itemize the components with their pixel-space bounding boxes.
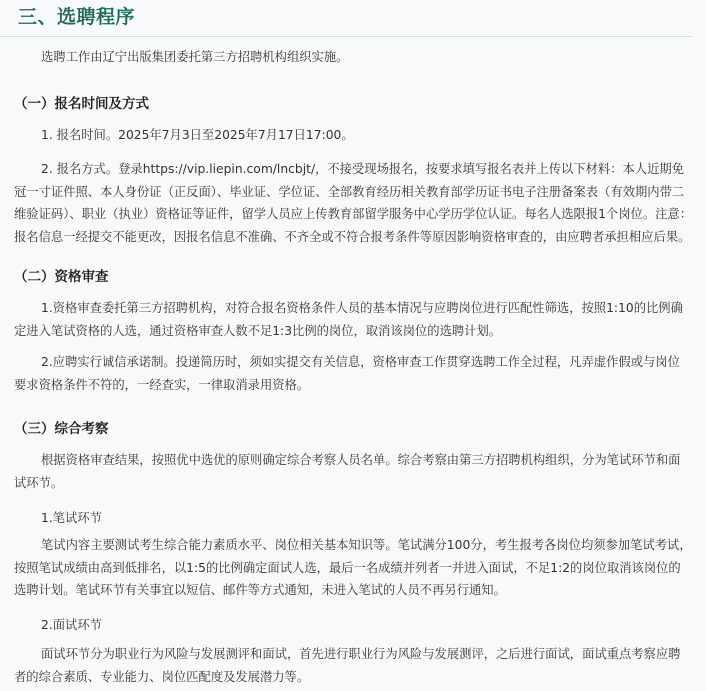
registration-method-paragraph: 2. 报名方式。登录https://vip.liepin.com/lncbjt/，不接受现场报名，按要求填写报名表并上传以下材料：本人近期免冠一寸证件照、本人身份证（正反面）、毕业证、学位证、全部教育经历相关教育部学历证书电子注册备案表（有效期内带二维验证码）、职业（执业）资格证等证件，留学人员应上传教育部留学服务中心学历学位认证。每名人选限报1个岗位。注意：报名信息一经提交不能更改，因报名信息不准确、不齐全或不符合报考条件等原因影响资格审查的，由应聘者承担相应后果。 xyxy=(14,162,693,244)
subheading-qualification-review: （二）资格审查 xyxy=(14,269,109,285)
interview-paragraph: 面试环节分为职业行为风险与发展测评和面试，首先进行职业行为风险与发展测评，之后进行面试，面试重点考察应聘者的综合素质、专业能力、岗位匹配度及发展潜力等。 xyxy=(14,647,681,684)
registration-time-paragraph: 1. 报名时间。2025年7月3日至2025年7月17日17:00。 xyxy=(41,128,354,142)
interview-heading: 2.面试环节 xyxy=(41,618,102,632)
written-exam-paragraph: 笔试内容主要测试考生综合能力素质水平、岗位相关基本知识等。笔试满分100分，考生报考各岗位均须参加笔试考试，按照笔试成绩由高到低排名，以1:5的比例确定面试人选，最后一名成绩并列者一并进入面试，不足1:2的岗位取消该岗位的选聘计划。笔试环节有关事宜以短信、邮件等方式通知，未进入笔试的人员不再另行通知。 xyxy=(14,538,692,597)
subheading-registration: （一）报名时间及方式 xyxy=(14,96,149,112)
assessment-paragraph: 根据资格审查结果，按照优中选优的原则确定综合考察人员名单。综合考察由第三方招聘机构组织，分为笔试环节和面试环节。 xyxy=(14,453,681,490)
qualification-review-paragraph-2: 2.应聘实行诚信承诺制。投递简历时，须如实提交有关信息，资格审查工作贯穿选聘工作全过程，凡弄虚作假或与岗位要求资格条件不符的，一经查实，一律取消录用资格。 xyxy=(14,355,680,392)
written-exam-heading: 1.笔试环节 xyxy=(41,511,102,525)
section-header xyxy=(0,0,692,37)
subheading-comprehensive-assessment: （三）综合考察 xyxy=(14,421,109,437)
qualification-review-paragraph-1: 1.资格审查委托第三方招聘机构，对符合报名资格条件人员的基本情况与应聘岗位进行匹配性筛选，按照1:10的比例确定进入笔试资格的人选，通过资格审查人数不足1:3比例的岗位，取消该岗位的选聘计划。 xyxy=(14,301,683,338)
intro-paragraph: 选聘工作由辽宁出版集团委托第三方招聘机构组织实施。 xyxy=(41,50,349,64)
section-title: 三、选聘程序 xyxy=(18,6,136,28)
